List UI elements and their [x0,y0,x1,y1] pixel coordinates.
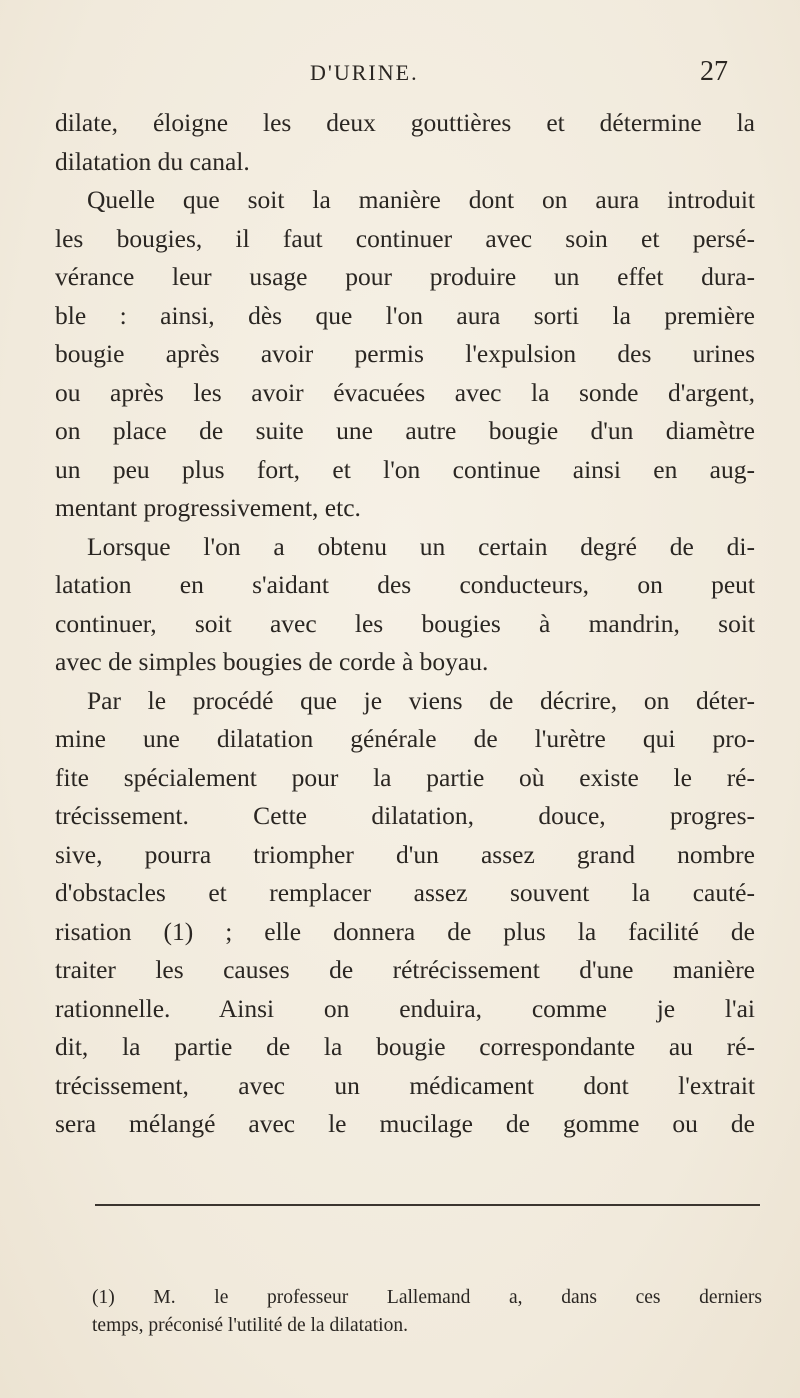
footnote-line: (1) M. le professeur Lallemand a, dans ces derniers [92,1287,762,1308]
text-line: latation en s'aidant des conducteurs, on peut [55,570,755,599]
text-line: Quelle que soit la manière dont on aura introduit [87,185,755,214]
text-line: dit, la partie de la bougie correspondante au ré- [55,1032,755,1061]
text-line: fite spécialement pour la partie où existe le ré- [55,762,755,792]
text-line: mentant progressivement, etc. [55,493,361,522]
text-line: ou après les avoir évacuées avec la sonde d'argent, [55,377,755,407]
text-line: Lorsque l'on a obtenu un certain degré de di- [87,531,755,561]
body-text [55,104,755,1144]
text-line: ble : ainsi, dès que l'on aura sorti la première [55,300,755,330]
page-number: 27 [700,56,728,87]
text-line: traiter les causes de rétrécissement d'une manière [55,955,755,984]
text-line: d'obstacles et remplacer assez souvent la cauté- [55,878,755,907]
text-line: continuer, soit avec les bougies à mandrin, soit [55,608,755,638]
text-line: trécissement, avec un médicament dont l'extrait [55,1070,755,1100]
footnote-rule [95,1204,760,1206]
text-line: risation (1) ; elle donnera de plus la facilité de [55,916,755,946]
text-line: rationnelle. Ainsi on enduira, comme je l'ai [55,993,755,1023]
text-line: vérance leur usage pour produire un effet dura- [55,262,755,291]
text-line: bougie après avoir permis l'expulsion des urines [55,339,755,368]
text-line: mine une dilatation générale de l'urètre qui pro- [55,724,755,753]
text-line: les bougies, il faut continuer avec soin et persé- [55,223,755,253]
page-header [0,56,800,100]
text-line: sive, pourra triompher d'un assez grand nombre [55,839,755,869]
running-head: D'URINE. [310,60,419,85]
footnote [92,1284,762,1340]
text-line: un peu plus fort, et l'on continue ainsi en aug- [55,454,755,484]
text-line: Par le procédé que je viens de décrire, on déter- [87,685,755,715]
text-line: avec de simples bougies de corde à boyau. [55,647,489,676]
footnote-line: temps, préconisé l'utilité de la dilatation. [92,1315,408,1336]
text-line: on place de suite une autre bougie d'un diamètre [55,416,755,445]
text-line: trécissement. Cette dilatation, douce, progres- [55,801,755,830]
text-line: dilatation du canal. [55,146,250,176]
text-line: dilate, éloigne les deux gouttières et détermine la [55,108,755,137]
text-line: sera mélangé avec le mucilage de gomme ou de [55,1109,755,1138]
